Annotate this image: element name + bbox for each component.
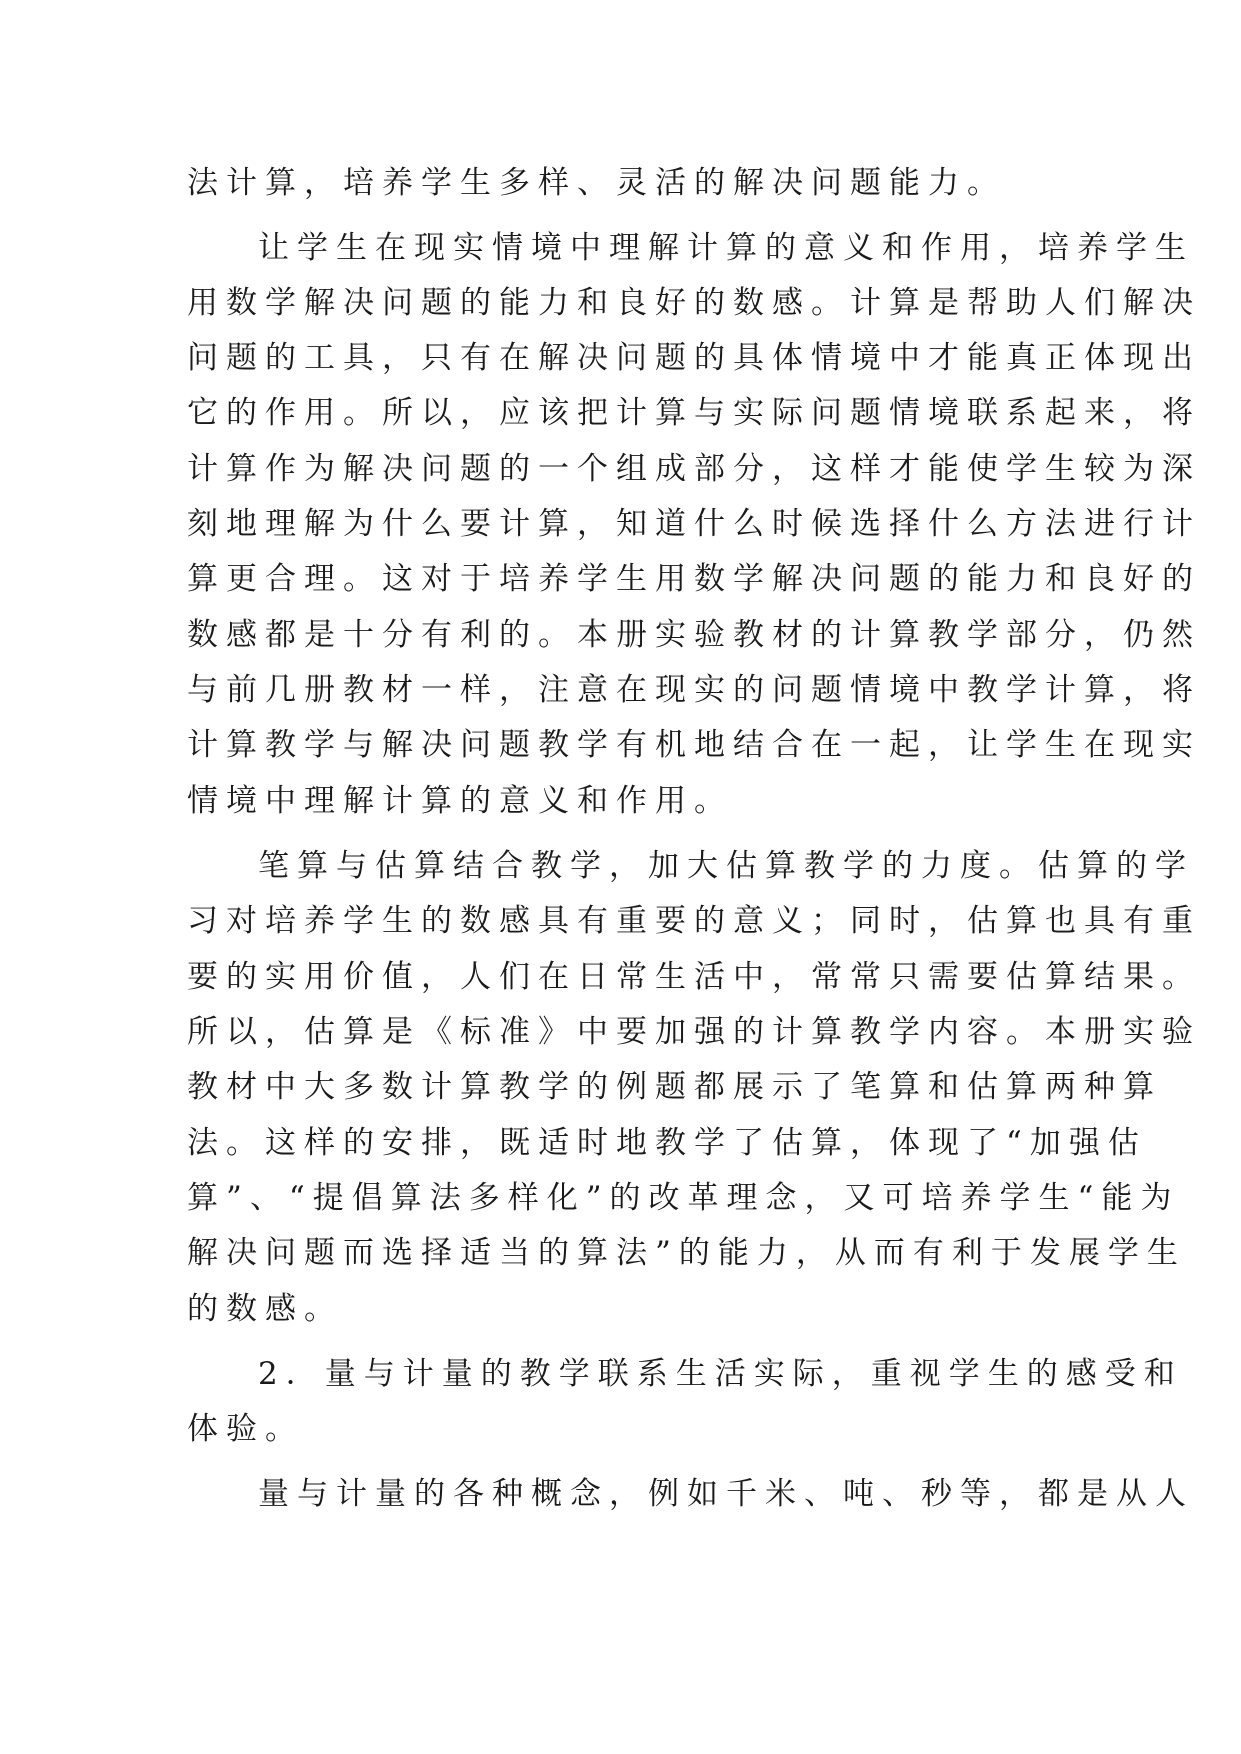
text-line: 法计算，培养学生多样、灵活的解决问题能力。	[187, 165, 1006, 201]
text-line: 它的作用。所以，应该把计算与实际问题情境联系起来，将	[187, 395, 1201, 431]
text-line: 教材中大多数计算教学的例题都展示了笔算和估算两种算	[187, 1069, 1162, 1105]
text-line: 2．量与计量的教学联系生活实际，重视学生的感受和	[258, 1356, 1183, 1392]
text-line: 所以，估算是《标准》中要加强的计算教学内容。本册实验	[187, 1014, 1201, 1050]
text-line: 与前几册教材一样，注意在现实的问题情境中教学计算，将	[187, 672, 1201, 708]
text-line: 算更合理。这对于培养学生用数学解决问题的能力和良好的	[187, 561, 1201, 597]
text-line: 要的实用价值，人们在日常生活中，常常只需要估算结果。	[187, 959, 1201, 995]
text-line: 笔算与估算结合教学，加大估算教学的力度。估算的学	[258, 848, 1194, 884]
text-line: 法。这样的安排，既适时地教学了估算，体现了“加强估	[187, 1125, 1147, 1161]
text-line: 刻地理解为什么要计算，知道什么时候选择什么方法进行计	[187, 506, 1201, 542]
text-line: 数感都是十分有利的。本册实验教材的计算教学部分，仍然	[187, 617, 1201, 653]
text-line: 计算教学与解决问题教学有机地结合在一起，让学生在现实	[187, 727, 1201, 763]
text-line: 习对培养学生的数感具有重要的意义；同时，估算也具有重	[187, 903, 1201, 939]
text-line: 量与计量的各种概念，例如千米、吨、秒等，都是从人	[258, 1476, 1194, 1512]
text-line: 情境中理解计算的意义和作用。	[187, 783, 733, 819]
text-line: 算”、“提倡算法多样化”的改革理念，又可培养学生“能为	[187, 1180, 1180, 1216]
text-line: 计算作为解决问题的一个组成部分，这样才能使学生较为深	[187, 451, 1201, 487]
text-line: 问题的工具，只有在解决问题的具体情境中才能真正体现出	[187, 340, 1201, 376]
text-line: 体验。	[187, 1411, 304, 1447]
text-line: 让学生在现实情境中理解计算的意义和作用，培养学生	[258, 230, 1194, 266]
text-line: 解决问题而选择适当的算法”的能力，从而有利于发展学生	[187, 1235, 1186, 1271]
text-line: 的数感。	[187, 1291, 343, 1327]
text-line: 用数学解决问题的能力和良好的数感。计算是帮助人们解决	[187, 285, 1201, 321]
